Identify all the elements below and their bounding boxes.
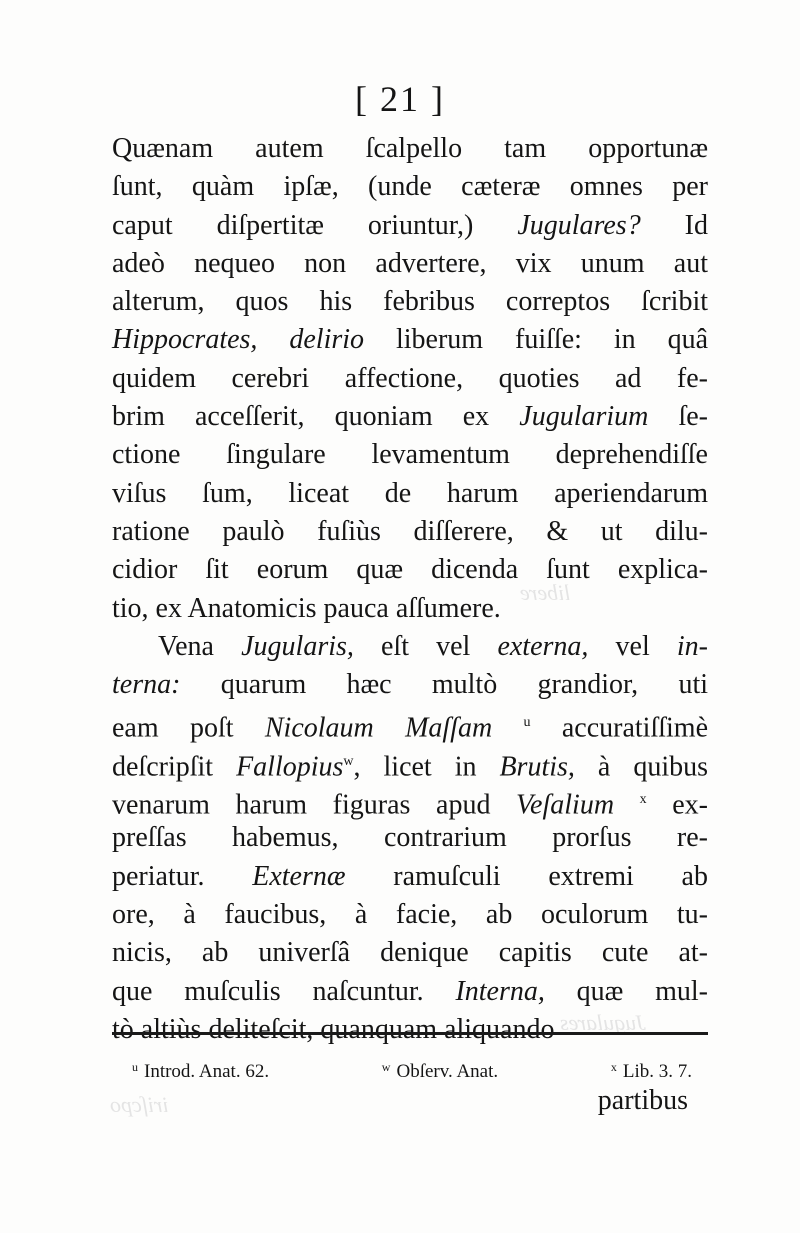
footnote-rule [112, 1032, 708, 1035]
italic-run: Jugularium [519, 401, 649, 433]
footnote-text: Obſerv. Anat. [396, 1061, 499, 1082]
text-run: à quibus [574, 751, 708, 783]
body-text [112, 130, 708, 1049]
footnote [132, 1052, 269, 1087]
text-run: preſſas habemus, contrarium prorſus re- [112, 822, 708, 854]
text-line [112, 666, 708, 704]
text-line [112, 513, 708, 551]
text-line [112, 475, 708, 513]
text-line [112, 934, 708, 972]
footnote-marker: w [343, 753, 354, 769]
footnote [382, 1052, 498, 1087]
text-line [112, 551, 708, 589]
footnote-mark: u [132, 1060, 138, 1074]
text-run: ramuſculi extremi ab [345, 860, 708, 892]
text-run: adeò nequeo non advertere, vix unum aut [112, 247, 708, 279]
italic-run: Veſalium [516, 789, 615, 821]
text-line [112, 207, 708, 245]
italic-run: Hippocrates, delirio [112, 324, 365, 356]
text-run: ſe- [648, 401, 708, 433]
text-line [112, 858, 708, 896]
footnote-marker: u [523, 715, 531, 731]
italic-run: Nicolaum Maſſam [264, 712, 493, 744]
text-run: , licet in [353, 751, 500, 783]
italic-run: Interna, [455, 975, 545, 1007]
text-run: eam poſt [112, 712, 265, 744]
bleed-through-mark: libere [520, 580, 571, 605]
italic-run: Jugulares? [517, 209, 641, 241]
text-run: venarum harum figuras apud [112, 789, 517, 821]
text-run: Quænam autem ſcalpello tam opportunæ [112, 133, 708, 164]
text-line [112, 321, 708, 359]
text-line [112, 436, 708, 474]
text-run: cidior ſit eorum quæ dicenda ſunt explica- [112, 554, 708, 586]
text-run: viſus ſum, liceat de harum aperiendarum [112, 477, 708, 509]
footnote-mark: x [610, 1060, 617, 1074]
text-run: brim acceſſerit, quoniam ex [112, 401, 520, 433]
text-run: nicis, ab univerſâ denique capitis cute at- [112, 937, 708, 969]
text-line [112, 743, 708, 781]
text-run: quidem cerebri affectione, quoties ad fe- [112, 362, 708, 394]
text-run: Vena [158, 630, 242, 662]
text-run: liberum fuiſſe: in quâ [364, 324, 709, 356]
text-line [112, 360, 708, 398]
text-run: quæ mul- [544, 975, 709, 1007]
text-run [492, 713, 523, 744]
text-run: ratione paulò fuſiùs diſſerere, & ut dilu- [112, 515, 708, 547]
text-line [112, 1011, 708, 1049]
italic-run: Fallopius [236, 751, 344, 783]
text-run [614, 789, 640, 820]
text-run: ſunt, quàm ipſæ, (unde cæteræ omnes per [112, 171, 708, 203]
text-run: alterum, quos his febribus correptos ſcribit [112, 286, 708, 318]
italic-run: Brutis, [499, 751, 575, 783]
text-line [112, 245, 708, 283]
italic-run: terna: [112, 669, 181, 701]
text-line [112, 590, 708, 628]
text-line [112, 398, 708, 436]
text-run: vel [588, 630, 677, 662]
text-line [112, 168, 708, 206]
text-line [112, 130, 708, 168]
bleed-through-mark: iriſcpo [110, 1092, 169, 1117]
text-run: accuratiſſimè [530, 712, 709, 744]
page-number: [ 21 ] [355, 79, 445, 119]
text-line [112, 781, 708, 819]
bleed-through-mark: Jugulares [560, 1010, 646, 1035]
text-line [112, 819, 708, 857]
text-run: tò altiùs deliteſcit, quanquam aliquando [112, 1013, 555, 1045]
text-run: eſt vel [353, 630, 498, 662]
italic-run: Externæ [252, 860, 346, 892]
text-run: que muſculis naſcuntur. [112, 975, 456, 1007]
text-run: caput diſpertitæ oriuntur,) [112, 209, 518, 241]
text-run: ctione ſingulare levamentum deprehendiſſe [112, 439, 708, 471]
text-run: tio, ex Anatomicis pauca aſſumere. [112, 592, 501, 624]
text-run: ore, à faucibus, à facie, ab oculorum tu- [112, 898, 708, 930]
text-run: deſcripſit [112, 751, 237, 783]
italic-run: in- [676, 630, 708, 662]
text-line [112, 628, 708, 666]
text-run: quarum hæc multò grandior, uti [180, 669, 708, 701]
text-run: ex- [646, 789, 708, 821]
footnote-mark: w [381, 1060, 391, 1074]
text-line [112, 704, 708, 742]
text-run: Id [640, 209, 709, 241]
catchword: partibus [597, 1085, 688, 1116]
italic-run: Jugularis, [241, 630, 354, 662]
text-line [112, 283, 708, 321]
text-line [112, 973, 708, 1011]
footnote-text: Introd. Anat. 62. [144, 1061, 270, 1082]
footnote-marker: x [639, 792, 647, 808]
text-line [112, 896, 708, 934]
italic-run: externa, [497, 630, 589, 662]
text-run: periatur. [112, 860, 253, 892]
footnote-text: Lib. 3. 7. [622, 1061, 692, 1082]
